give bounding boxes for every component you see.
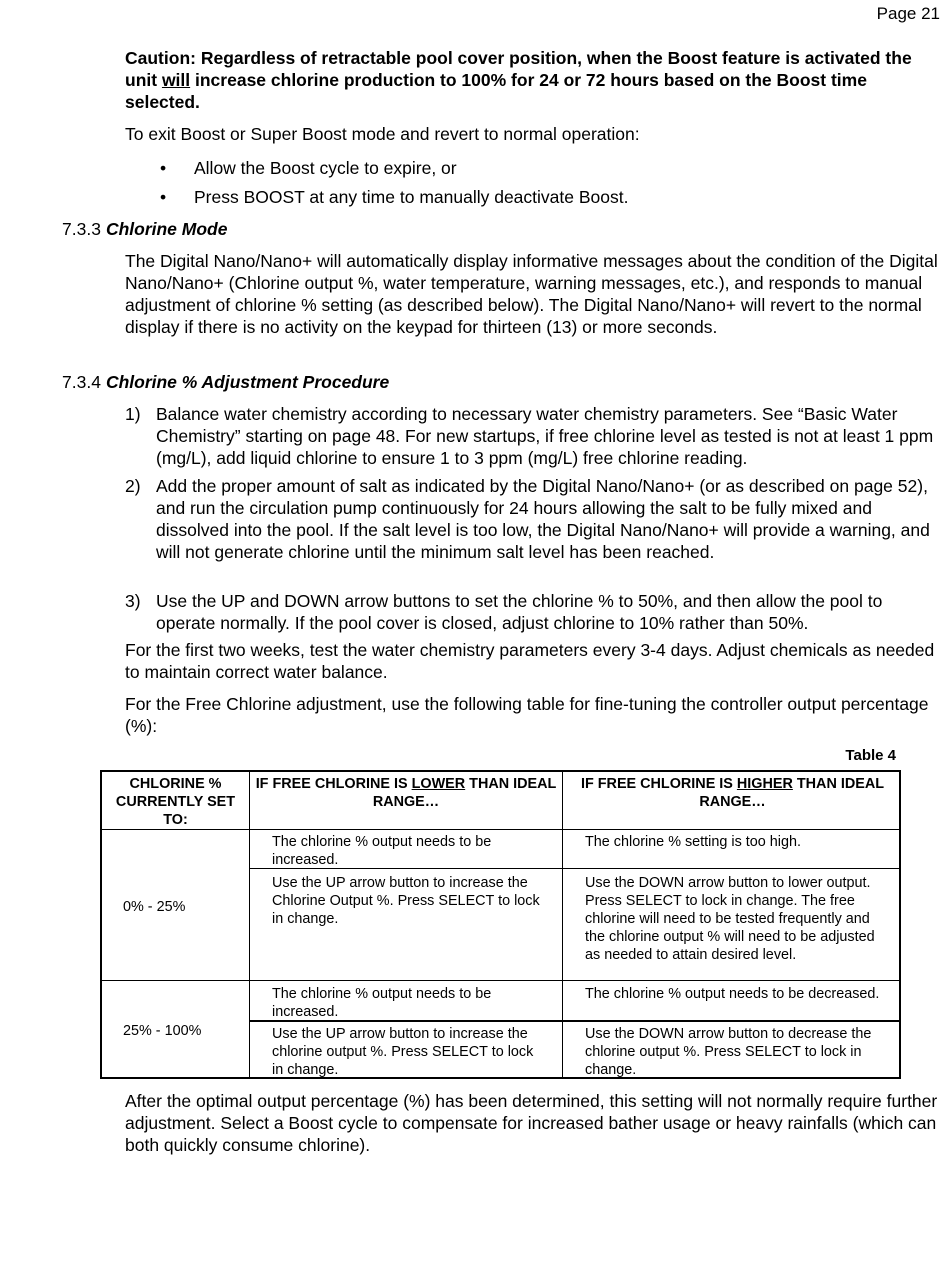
step-text: Add the proper amount of salt as indicated by the Digital Nano/Nano+ (or as described on page 52), and run the circulation pump continuously for 24 hours allowing the salt to be fully mixed and dissolved into the pool. If the salt level is too low, the Digital Nano/Nano+ will provide a warning, and will not generate chlorine until the minimum salt level has been reached.: [156, 476, 930, 562]
table-border-right: [899, 770, 901, 1079]
table-cell-range: 25% - 100%: [123, 1023, 202, 1039]
header-emphasis: HIGHER: [736, 776, 793, 792]
table-cell-lower: The chlorine % output needs to be increased.: [272, 834, 492, 868]
caution-emphasis: will: [161, 70, 191, 90]
section-title: Chlorine Mode: [105, 219, 228, 239]
section-heading-adjustment-procedure: [62, 371, 389, 393]
table-cell-higher: The chlorine % setting is too high.: [585, 834, 801, 850]
step-number: 3): [125, 591, 141, 611]
water-testing-note: For the first two weeks, test the water chemistry parameters every 3-4 days. Adjust chemicals as needed to maintain correct water balance.: [125, 640, 935, 682]
table-header-higher: [570, 775, 895, 811]
table-border-top: [100, 770, 901, 772]
table-cell-lower: Use the UP arrow button to increase the Chlorine Output %. Press SELECT to lock in change.: [272, 875, 540, 927]
step-text: Use the UP and DOWN arrow buttons to set the chlorine % to 50%, and then allow the pool to operate normally. If the pool cover is closed, adjust chlorine to 10% rather than 50%.: [156, 591, 883, 633]
table-header-current-setting: CHLORINE % CURRENTLY SET TO:: [115, 776, 236, 828]
table-cell-higher: Use the DOWN arrow button to decrease the chlorine output %. Press SELECT to lock in change.: [585, 1026, 872, 1078]
table-caption: Table 4: [845, 747, 896, 764]
chlorine-mode-body: The Digital Nano/Nano+ will automatically display informative messages about the condition of the Digital Nano/Nano+ (Chlorine output %, water temperature, warning messages, etc.), and responds to manual adjustment of chlorine % setting (as described below). The Digital Nano/Nano+ will revert to the normal display if there is no activity on the keypad for thirteen (13) or more seconds.: [125, 251, 938, 337]
table-cell-lower: Use the UP arrow button to increase the chlorine output %. Press SELECT to lock in change.: [272, 1026, 534, 1078]
header-text: THAN IDEAL RANGE…: [699, 776, 885, 810]
closing-paragraph: After the optimal output percentage (%) has been determined, this setting will not normally require further adjustment. Select a Boost cycle to compensate for increased bather usage or heavy rainfalls (which can both quickly consume chlorine).: [125, 1091, 938, 1155]
step-number: 2): [125, 476, 141, 496]
step-text: Balance water chemistry according to necessary water chemistry parameters. See “Basic Water Chemistry” starting on page 48. For new startups, if free chlorine level as tested is not at least 1 ppm (mg/L), add liquid chlorine to ensure 1 to 3 ppm (mg/L) free chlorine reading.: [156, 404, 934, 468]
table-cell-range: 0% - 25%: [123, 899, 186, 915]
section-title: Chlorine % Adjustment Procedure: [105, 372, 390, 392]
header-emphasis: LOWER: [411, 776, 466, 792]
table-cell-lower: The chlorine % output needs to be increased.: [272, 986, 492, 1020]
header-text: IF FREE CHLORINE IS: [580, 776, 737, 792]
caution-note: [125, 47, 935, 113]
chlorine-adjustment-table: [100, 770, 901, 1079]
bullet-text: Allow the Boost cycle to expire, or: [194, 158, 457, 178]
exit-intro: To exit Boost or Super Boost mode and revert to normal operation:: [125, 124, 640, 144]
table-row-divider: [100, 829, 901, 830]
bullet-text: Press BOOST at any time to manually deactivate Boost.: [194, 187, 629, 207]
caution-text-end: increase chlorine production to 100% for 24 or 72 hours based on the Boost time selected.: [125, 70, 867, 112]
header-text: THAN IDEAL RANGE…: [372, 776, 557, 810]
section-number: 7.3.3: [62, 219, 101, 239]
section-number: 7.3.4: [62, 372, 101, 392]
table-intro: For the Free Chlorine adjustment, use the following table for fine-tuning the controller output percentage (%):: [125, 694, 929, 736]
table-column-divider: [562, 770, 563, 1079]
step-number: 1): [125, 404, 141, 424]
table-cell-higher: Use the DOWN arrow button to lower output. Press SELECT to lock in change. The free chlorine will need to be tested frequently and the chlorine output % will need to be adjusted as needed to attain desired level.: [585, 875, 875, 963]
header-text: IF FREE CHLORINE IS: [255, 776, 412, 792]
bullet-icon: •: [160, 158, 167, 178]
table-column-divider: [249, 770, 250, 1079]
table-header-lower: [255, 775, 557, 811]
table-row-divider: [100, 980, 901, 981]
section-heading-chlorine-mode: [62, 218, 227, 240]
caution-text-start: Caution: Regardless of retractable pool cover position, when the Boost feature is activated the unit: [125, 48, 912, 90]
table-border-left: [100, 770, 102, 1079]
page-number: Page 21: [876, 4, 940, 23]
bullet-icon: •: [160, 187, 167, 207]
table-cell-higher: The chlorine % output needs to be decreased.: [585, 986, 880, 1002]
